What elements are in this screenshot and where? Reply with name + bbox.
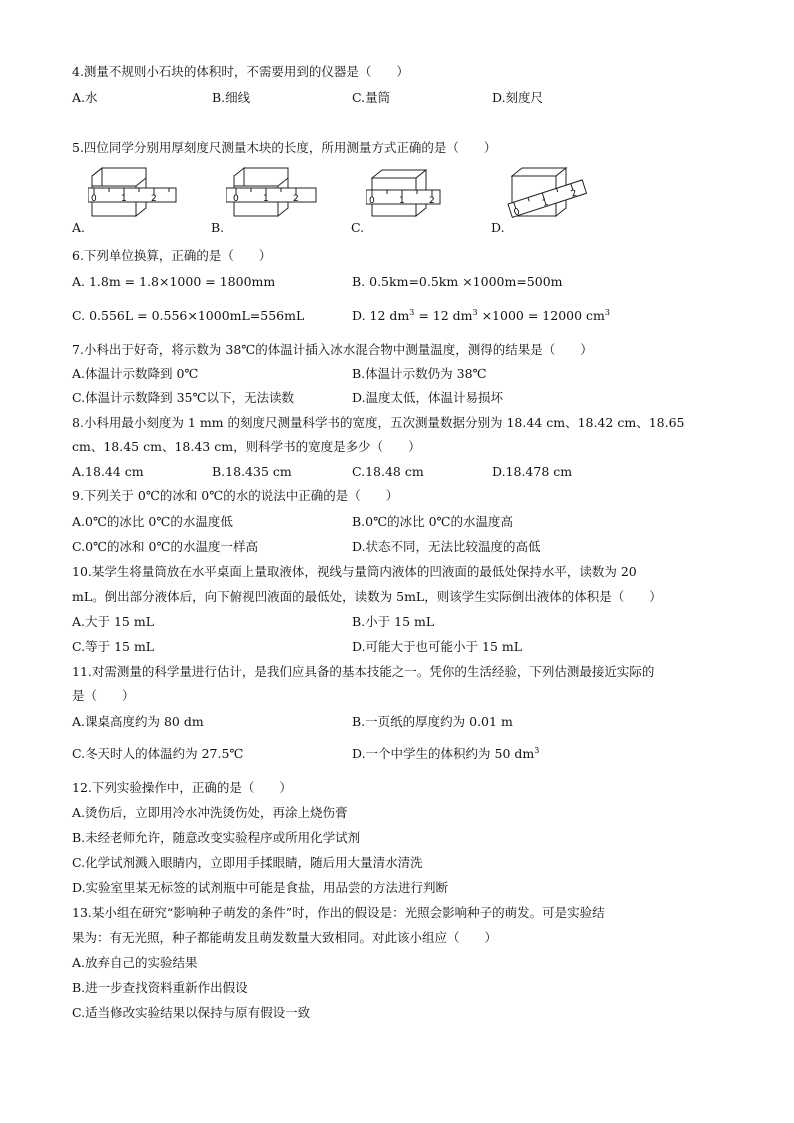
tick-label: 1: [121, 194, 127, 204]
figure-c-ruler-diagram: [366, 166, 446, 226]
question-10-options-row1: [72, 612, 732, 632]
option-b[interactable]: B.未经老师允许，随意改变实验程序或所用化学试剂: [72, 830, 361, 845]
option-c[interactable]: C.适当修改实验结果以保持与原有假设一致: [72, 1005, 311, 1020]
option-c[interactable]: C.量筒: [352, 90, 391, 105]
superscript: 3: [409, 308, 415, 317]
tick-label: 0: [369, 196, 375, 206]
option-a[interactable]: A.18.44 cm: [72, 464, 144, 479]
question-9-options-row1: [72, 512, 732, 532]
question-11-stem-line1: 11.对需测量的科学量进行估计，是我们应具备的基本技能之一。凭你的生活经验，下列估测最接近实际的: [72, 664, 655, 679]
question-13-stem-line1: 13.某小组在研究“影响种子萌发的条件”时，作出的假设是：光照会影响种子的萌发。可是实验结: [72, 905, 605, 920]
question-5-stem: 5.四位同学分别用厚刻度尺测量木块的长度，所用测量方式正确的是（ ）: [72, 140, 497, 155]
option-c[interactable]: C.18.48 cm: [352, 464, 424, 479]
option-b[interactable]: B.一页纸的厚度约为 0.01 m: [352, 714, 513, 729]
question-10-stem-line1: 10.某学生将量筒放在水平桌面上量取液体，视线与量筒内液体的凹液面的最低处保持水平，读数为 20: [72, 564, 637, 579]
option-c[interactable]: C.等于 15 mL: [72, 639, 155, 654]
option-d-text: D.一个中学生的体积约为 50 dm: [352, 746, 535, 761]
option-c[interactable]: C. 0.556L = 0.556×1000mL=556mL: [72, 308, 305, 323]
tick-label: 1: [263, 194, 269, 204]
question-6-stem: 6.下列单位换算，正确的是（ ）: [72, 248, 272, 263]
option-c[interactable]: C.化学试剂溅入眼睛内，立即用手揉眼睛，随后用大量清水清洗: [72, 855, 423, 870]
question-7-options-row1: [72, 364, 732, 384]
question-7-stem: 7.小科出于好奇，将示数为 38℃的体温计插入冰水混合物中测量温度，测得的结果是（ ）: [72, 342, 593, 357]
question-8-options: [72, 462, 732, 482]
option-c[interactable]: C.冬天时人的体温约为 27.5℃: [72, 746, 244, 761]
question-10-options-row2: [72, 637, 732, 657]
option-c[interactable]: C.0℃的冰和 0℃的水温度一样高: [72, 539, 258, 554]
tick-label: 2: [151, 194, 157, 204]
figure-d-ruler-diagram: [506, 164, 592, 228]
option-d[interactable]: D.可能大于也可能小于 15 mL: [352, 639, 523, 654]
option-d[interactable]: D.实验室里某无标签的试剂瓶中可能是食盐，用品尝的方法进行判断: [72, 880, 449, 895]
figure-a-label[interactable]: A.: [72, 220, 86, 235]
option-d-part: = 12 dm: [414, 308, 473, 323]
question-11-stem-line2: 是（ ）: [72, 688, 135, 703]
option-b[interactable]: B. 0.5km=0.5km ×1000m=500m: [352, 274, 563, 289]
option-b[interactable]: B.体温计示数仍为 38℃: [352, 366, 487, 381]
figure-a-ruler-diagram: [88, 166, 178, 226]
question-11-options-row1: [72, 712, 732, 732]
option-b[interactable]: B.0℃的冰比 0℃的水温度高: [352, 514, 514, 529]
question-8-stem-line1: 8.小科用最小刻度为 1 mm 的刻度尺测量科学书的宽度，五次测量数据分别为 18.44 cm、18.42 cm、18.65: [72, 415, 685, 430]
superscript: 3: [534, 746, 540, 755]
question-9-stem: 9.下列关于 0℃的冰和 0℃的水的说法中正确的是（ ）: [72, 488, 399, 503]
option-d[interactable]: D.刻度尺: [492, 90, 544, 105]
option-a[interactable]: A.烫伤后，立即用冷水冲洗烫伤处，再涂上烧伤膏: [72, 805, 348, 820]
tick-label: 2: [429, 196, 435, 206]
question-8-stem-line2: cm、18.45 cm、18.43 cm，则科学书的宽度是多少（ ）: [72, 439, 421, 454]
option-d[interactable]: D.温度太低，体温计易损坏: [352, 390, 504, 405]
option-c[interactable]: C.体温计示数降到 35℃以下，无法读数: [72, 390, 294, 405]
question-4-stem: 4.测量不规则小石块的体积时，不需要用到的仪器是（ ）: [72, 64, 409, 79]
tick-label: 0: [233, 194, 239, 204]
option-a[interactable]: A.大于 15 mL: [72, 614, 155, 629]
option-a[interactable]: A.水: [72, 90, 98, 105]
tick-label: 1: [399, 196, 405, 206]
question-11-options-row2: [72, 744, 732, 764]
figure-b-ruler-diagram: [226, 166, 318, 226]
figure-b-label[interactable]: B.: [211, 220, 225, 235]
option-d[interactable]: D.状态不同，无法比较温度的高低: [352, 539, 541, 554]
option-a[interactable]: A. 1.8m = 1.8×1000 = 1800mm: [72, 274, 276, 289]
question-12-stem: 12.下列实验操作中，正确的是（ ）: [72, 780, 292, 795]
tick-label: 0: [512, 207, 522, 219]
question-7-options-row2: [72, 388, 732, 408]
option-a[interactable]: A.体温计示数降到 0℃: [72, 366, 199, 381]
option-b[interactable]: B.18.435 cm: [212, 464, 292, 479]
option-d[interactable]: [352, 744, 539, 764]
option-a[interactable]: A.0℃的冰比 0℃的水温度低: [72, 514, 233, 529]
option-a[interactable]: A.课桌高度约为 80 dm: [72, 714, 204, 729]
option-b[interactable]: B.小于 15 mL: [352, 614, 435, 629]
option-d-part: D. 12 dm: [352, 308, 410, 323]
superscript: 3: [472, 308, 478, 317]
option-a[interactable]: A.放弃自己的实验结果: [72, 955, 198, 970]
tick-label: 1: [541, 197, 550, 210]
tick-label: 0: [91, 194, 97, 204]
option-b[interactable]: B.进一步查找资料重新作出假设: [72, 980, 248, 995]
figure-c-label[interactable]: C.: [351, 220, 365, 235]
option-b[interactable]: B.细线: [212, 90, 251, 105]
question-13-stem-line2: 果为：有无光照，种子都能萌发且萌发数量大致相同。对此该小组应（ ）: [72, 930, 498, 945]
question-9-options-row2: [72, 537, 732, 557]
figure-d-label[interactable]: D.: [491, 220, 505, 235]
question-4-options: [72, 88, 732, 108]
option-d[interactable]: [352, 306, 610, 326]
question-6-options-row2: [72, 306, 732, 326]
option-d-part: ×1000 = 12000 cm: [477, 308, 605, 323]
question-6-options-row1: [72, 272, 732, 292]
question-10-stem-line2: mL。倒出部分液体后，向下俯视凹液面的最低处，读数为 5mL，则该学生实际倒出液体的体积是（ ）: [72, 589, 662, 604]
tick-label: 2: [569, 188, 579, 200]
option-d[interactable]: D.18.478 cm: [492, 464, 573, 479]
tick-label: 2: [293, 194, 299, 204]
superscript: 3: [604, 308, 610, 317]
